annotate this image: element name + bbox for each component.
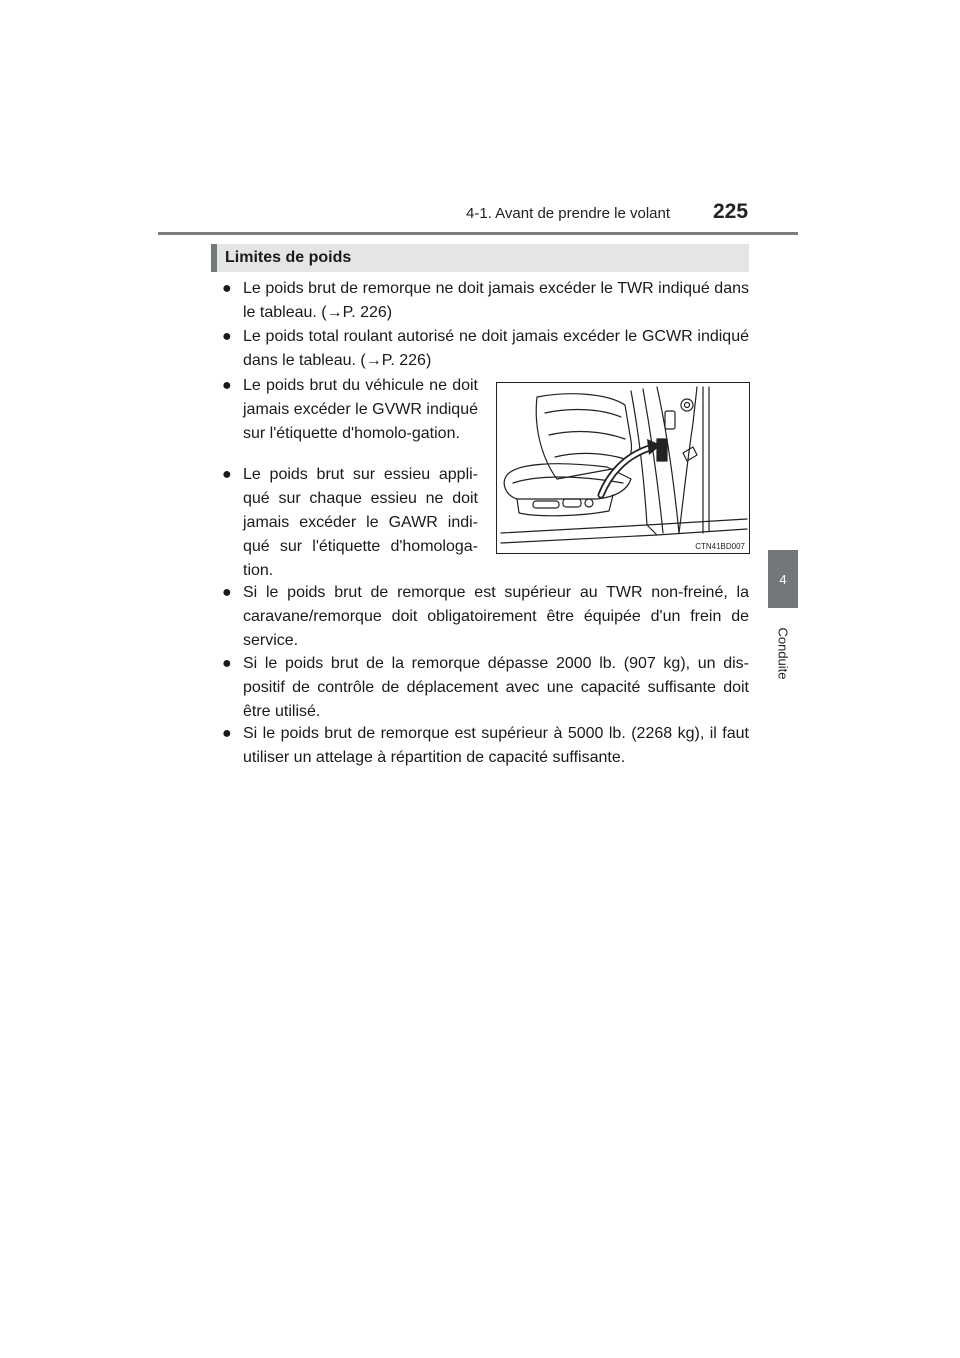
page-number: 225 bbox=[713, 200, 749, 223]
list-item bbox=[222, 581, 749, 653]
section-heading-accent bbox=[211, 244, 217, 272]
bullet-icon: ● bbox=[222, 280, 232, 297]
list-item-text: Le poids brut de remorque ne doit jamais excéder le TWR indiqué dans le tableau. (→P. 226) bbox=[243, 280, 749, 321]
list-item bbox=[222, 722, 749, 770]
label-location-illustration bbox=[496, 382, 750, 554]
bullet-icon: ● bbox=[222, 655, 232, 672]
bullet-icon: ● bbox=[222, 466, 232, 483]
list-item-text: Le poids brut du véhicule ne doit jamais excéder le GVWR indiqué sur l'étiquette d'homolo-gation. bbox=[243, 377, 478, 442]
chapter-tab-label bbox=[770, 618, 796, 688]
figure-code: CTN41BD007 bbox=[695, 542, 745, 551]
list-item-text: Si le poids brut de la remorque dépasse 2000 lb. (907 kg), un dis-positif de contrôle de déplacement avec une capacité suffisante doit être utilisé. bbox=[243, 655, 749, 720]
chapter-tab-number: 4 bbox=[768, 550, 798, 608]
chapter-tab-label-text: Conduite bbox=[775, 626, 791, 680]
list-item bbox=[222, 463, 478, 583]
list-item-text: Si le poids brut de remorque est supérieur à 5000 lb. (2268 kg), il faut utiliser un attelage à répartition de capacité suffisante. bbox=[243, 725, 749, 766]
bullet-icon: ● bbox=[222, 377, 232, 394]
bullet-icon: ● bbox=[222, 725, 232, 742]
list-item bbox=[222, 652, 749, 724]
list-item-text: Le poids total roulant autorisé ne doit jamais excéder le GCWR indiqué dans le tableau. (→P. 226) bbox=[243, 328, 749, 369]
list-item bbox=[222, 374, 478, 446]
section-heading bbox=[211, 244, 749, 272]
list-item-text: Le poids brut sur essieu appli-qué sur chaque essieu ne doit jamais excéder le GAWR indi-qué sur l'étiquette d'homologa-tion. bbox=[243, 466, 478, 579]
list-item-text: Si le poids brut de remorque est supérieur au TWR non-freiné, la caravane/remorque doit obligatoirement être équipée d'un frein de service. bbox=[243, 584, 749, 649]
bullet-icon: ● bbox=[222, 584, 232, 601]
list-item bbox=[222, 277, 749, 325]
bullet-icon: ● bbox=[222, 328, 232, 345]
running-header-section: 4-1. Avant de prendre le volant bbox=[466, 205, 671, 222]
list-item bbox=[222, 325, 749, 373]
seat-door-pillar-drawing bbox=[497, 383, 749, 553]
header-divider bbox=[158, 232, 798, 235]
section-heading-title: Limites de poids bbox=[225, 249, 352, 266]
